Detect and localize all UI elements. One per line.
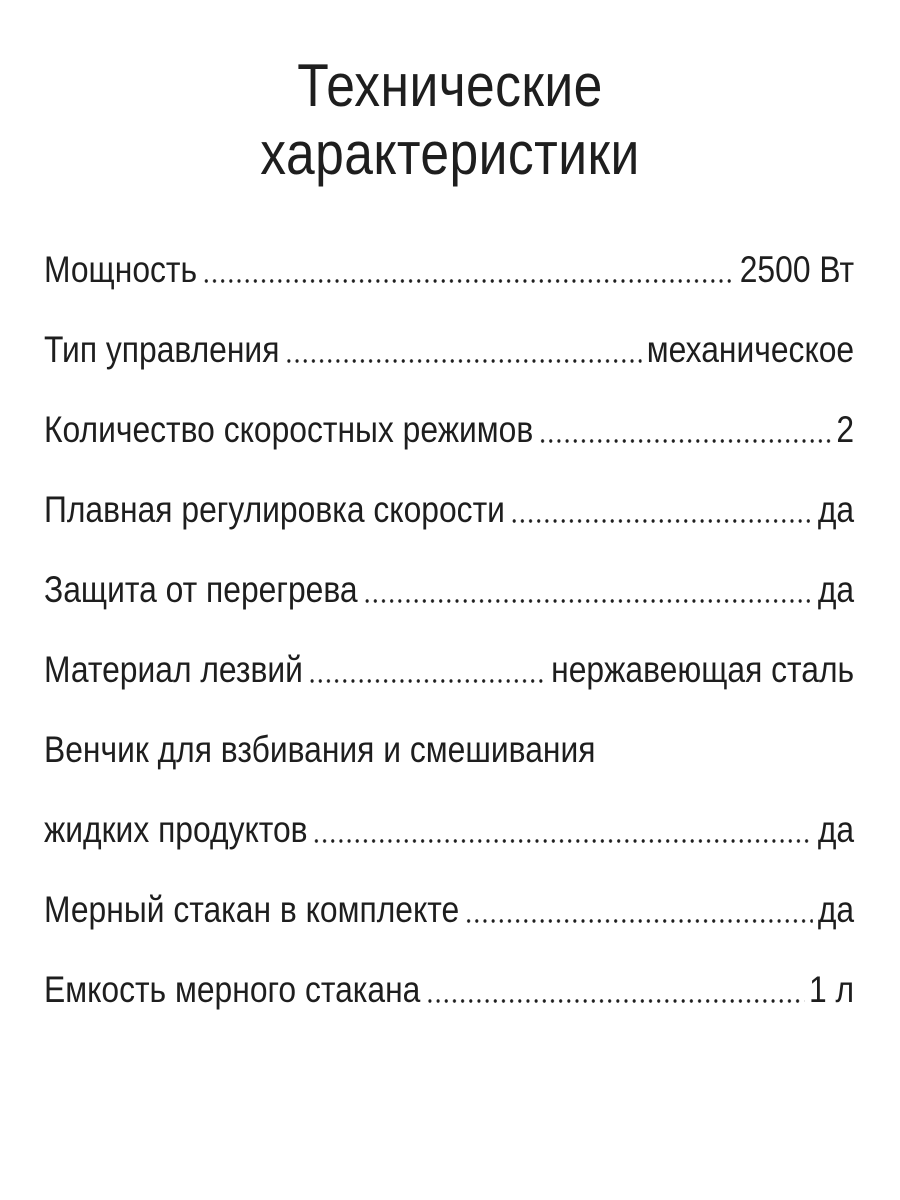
spec-label: Плавная регулировка скорости [44,489,505,530]
spec-row-whisk-line-2 [44,800,854,880]
spec-label: Защита от перегрева [44,569,358,610]
spec-row-whisk-line-1 [44,720,854,800]
spec-row-control-type [44,320,854,400]
spec-value: да [817,809,855,850]
title-line-2: характеристики [260,120,640,187]
spec-row-blade-material [44,640,854,720]
title-line-1: Технические [297,52,603,119]
dot-leader [538,439,831,443]
spec-label: Материал лезвий [44,649,303,690]
dot-leader [285,359,642,363]
dot-leader [308,679,546,683]
spec-label: Количество скоростных режимов [44,409,534,450]
spec-row-cup-capacity [44,960,854,1040]
spec-value: нержавеющая сталь [551,649,855,690]
dot-leader [202,279,734,283]
spec-label: Мощность [44,249,198,290]
spec-value: да [817,889,855,930]
spec-row-speed-modes [44,400,854,480]
spec-label: жидких продуктов [44,809,308,850]
spec-label: Мерный стакан в комплекте [44,889,460,930]
spec-value: механическое [646,329,855,370]
spec-value: да [817,569,855,610]
spec-label: Тип управления [44,329,280,370]
spec-value: 2 [836,409,855,450]
spec-row-smooth-speed [44,480,854,560]
spec-row-measuring-cup [44,880,854,960]
spec-value: 1 л [809,969,855,1010]
dot-leader [363,599,813,603]
dot-leader [464,919,812,923]
spec-row-power [44,240,854,320]
page-title [63,52,837,188]
spec-value: да [817,489,855,530]
spec-row-overheat-protection [44,560,854,640]
spec-list [44,240,854,1040]
spec-label: Венчик для взбивания и смешивания [44,729,596,770]
spec-value: 2500 Вт [739,249,855,290]
dot-leader [510,519,813,523]
dot-leader [313,839,813,843]
dot-leader [426,999,804,1003]
spec-label: Емкость мерного стакана [44,969,421,1010]
